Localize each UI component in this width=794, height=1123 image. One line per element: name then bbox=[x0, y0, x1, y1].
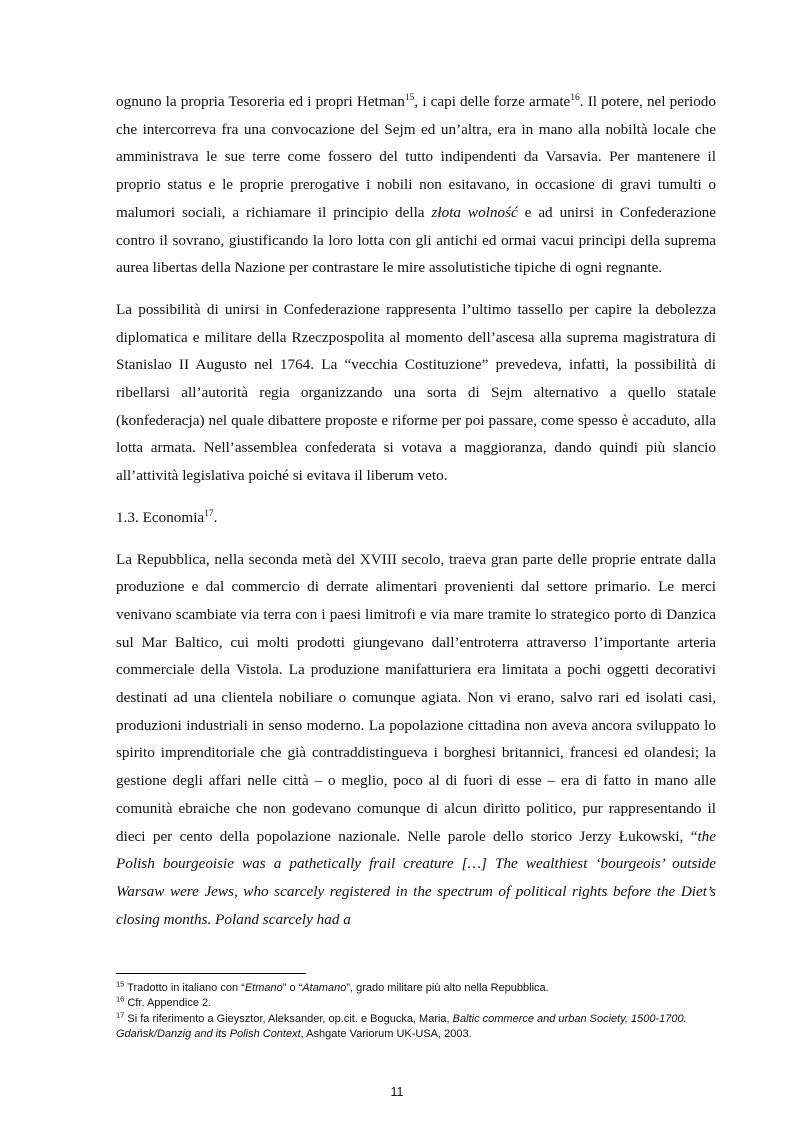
text-run: ” o “ bbox=[282, 982, 303, 994]
text-run: Tradotto in italiano con “ bbox=[124, 982, 245, 994]
footnote-15 bbox=[116, 981, 716, 996]
italic-quote: the Polish bourgeoisie was a pathetically frail creature […] The wealthiest ‘bourgeois’ outside Warsaw were Jews, who scarcely registered in the spectrum of political rights before the Diet’s closing months. Poland scarcely had a bbox=[116, 827, 716, 928]
text-run: ”, grado militare più alto nella Repubblica. bbox=[346, 982, 549, 994]
footnote-separator bbox=[116, 973, 306, 974]
section-heading-text: 1.3. Economia bbox=[116, 508, 205, 526]
footnote-number: 17 bbox=[116, 1010, 125, 1020]
text-run: Cfr. Appendice 2. bbox=[124, 997, 212, 1010]
text-run: Si fa riferimento a Gieysztor, Aleksander, op.cit. e Bogucka, Maria, bbox=[124, 1012, 453, 1025]
text-run: La Repubblica, nella seconda metà del XVIII secolo, traeva gran parte delle proprie entrate dalla produzione e dal commercio di derrate alimentari provenienti dal settore primario. Le merci venivano scambiate via terra con i paesi limitrofi e via mare tramite lo strategico porto di Danzica sul Mar Baltico, cui molti prodotti giungevano dall’entroterra attraverso l’importante arteria commerciale della Vistola. La produzione manifatturiera era limitata a pochi oggetti decorativi destinati ad una clientela nobiliare o comunque agiata. Non vi erano, salvo rari ed isolati casi, produzioni industriali in senso moderno. La popolazione cittadina non aveva ancora sviluppato lo spirito imprenditoriale che già contraddistingueva i borghesi britannici, francesi ed olandesi; la gestione degli affari nelle città – o meglio, poco al di fuori di esse – era di fatto in mano alle comunità ebraiche che non godevano comunque di alcun diritto politico, pur rappresentando il dieci per cento della popolazione nazionale. Nelle parole dello storico Jerzy Łukowski, “ bbox=[116, 550, 716, 845]
text-run: ognuno la propria Tesoreria ed i propri Hetman bbox=[116, 93, 405, 110]
italic-term: Atamano bbox=[302, 982, 347, 994]
italic-term: Etmano bbox=[244, 982, 283, 994]
paragraph-3 bbox=[116, 546, 716, 934]
italic-term: złota wolność bbox=[431, 203, 518, 221]
text-run: e ad unirsi in Confederazione contro il sovrano, giustificando la loro lotta con gli antichi ed ormai vacui princìpi della suprema aurea libertas della Nazione per contrastare le mire assolutistiche tipiche di ogni regnante. bbox=[116, 203, 716, 277]
text-run: . bbox=[213, 508, 218, 526]
paragraph-1 bbox=[116, 88, 716, 282]
italic-title: Baltic commerce and urban Society, 1500-1700. Gdańsk/Danzig and its Polish Context bbox=[116, 1012, 687, 1041]
footnote-ref-16[interactable]: 16 bbox=[570, 92, 580, 103]
body-text bbox=[116, 88, 716, 947]
text-run: , Ashgate Variorum UK-USA, 2003. bbox=[300, 1028, 472, 1041]
page-number: 11 bbox=[390, 1085, 404, 1099]
footnote-17 bbox=[116, 1012, 716, 1043]
footnote-number: 15 bbox=[116, 979, 125, 989]
footnotes bbox=[116, 981, 716, 1043]
text-run: . Il potere, nel periodo che intercorreva fra una convocazione del Sejm ed un’altra, era in mano alla nobiltà locale che amministrava le sue terre come fossero del tutto indipendenti da Varsavia. Per mantenere il proprio status e le proprie prerogative i nobili non esitavano, in occasione di gravi tumulti o malumori sociali, a richiamare il principio della bbox=[116, 93, 716, 221]
footnote-16 bbox=[116, 996, 716, 1011]
footnote-ref-17[interactable]: 17 bbox=[204, 508, 214, 519]
paragraph-2: La possibilità di unirsi in Confederazione rappresenta l’ultimo tassello per capire la debolezza diplomatica e militare della Rzeczpospolita al momento dell’ascesa alla suprema magistratura di Stanislao II Augusto nel 1764. La “vecchia Costituzione” prevedeva, infatti, la possibilità di ribellarsi all’autorità regia organizzando una sorta di Sejm alternativo a quello statale (konfederacja) nel quale dibattere proposte e riforme per poi passare, come spesso è accaduto, alla lotta armata. Nell’assemblea confederata si votava a maggioranza, dando quindi più slancio all’attività legislativa poiché si evitava il liberum veto. bbox=[116, 300, 716, 485]
section-heading bbox=[116, 504, 716, 532]
footnote-ref-15[interactable]: 15 bbox=[404, 92, 415, 103]
footnote-number: 16 bbox=[116, 994, 125, 1004]
text-run: , i capi delle forze armate bbox=[414, 93, 571, 110]
